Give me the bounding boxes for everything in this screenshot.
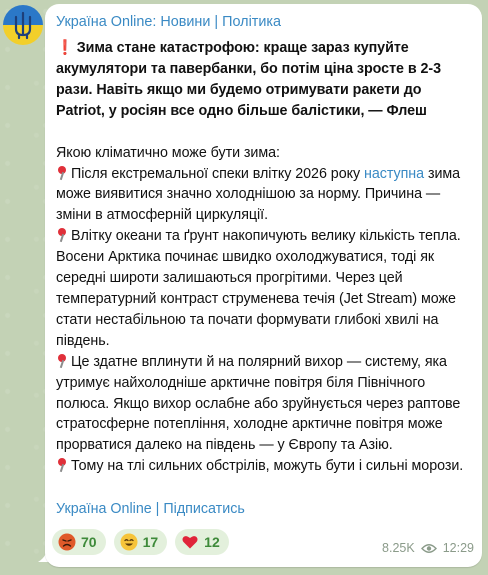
intro-text: Якою кліматично може бути зима: — [56, 144, 280, 161]
reactions-bar — [52, 529, 229, 555]
headline: ❗ Зима стане катастрофою: краще зараз купуйте акумулятори та павербанки, бо потім ціна зросте в 2-3 рази. Навіть якщо ми будемо отримувати ракети до Patriot, у росіян все одно більше балістики, — Флеш — [56, 40, 442, 119]
reaction-grinning[interactable]: 17 — [114, 529, 168, 555]
eye-icon — [421, 543, 437, 554]
angry-face-icon — [58, 533, 76, 551]
reaction-angry[interactable]: 70 — [52, 529, 106, 555]
inline-link[interactable]: наступна — [363, 165, 425, 182]
pushpin-icon — [56, 228, 68, 242]
paragraph-1: Після екстремальної спеки влітку 2026 року наступна зима може виявитися значно холоднішою за норму. Причина — зміни в атмосферній циркуляції. — [56, 165, 461, 224]
reaction-heart[interactable]: 12 — [175, 529, 229, 555]
message-text — [56, 38, 474, 477]
subscribe-link[interactable]: Україна Online | Підписатись — [56, 501, 245, 517]
message-bubble — [45, 4, 482, 567]
pushpin-icon — [56, 166, 68, 180]
grinning-face-icon — [120, 533, 138, 551]
channel-avatar[interactable] — [3, 5, 43, 45]
paragraph-3: Це здатне вплинути й на полярний вихор — систему, яка утримує найхолодніше арктичне повітря біля Північного полюса. Якщо вихор ослабне або зруйнується через раптове стратосферне потепління, холодне арктичне повітря може прорватися далеко на південь — у Європу та Азію. — [56, 353, 461, 454]
pushpin-icon — [56, 354, 68, 368]
exclamation-icon: ❗ — [56, 40, 74, 56]
message-meta — [382, 541, 474, 555]
trident-icon — [3, 5, 43, 45]
paragraph-2: Влітку океани та ґрунт накопичують велику кількість тепла. Восени Арктика починає швидко охолоджуватися, тоді як середні широти залишаються прогрітими. Через цей температурний контраст струменева течія (Jet Stream) може стати нестабільною та почати формувати глибокі хвилі на південь. — [56, 228, 461, 349]
paragraph-4: Тому на тлі сильних обстрілів, можуть бути і сильні морози. — [56, 456, 474, 477]
pushpin-icon — [56, 458, 68, 472]
message-time: 12:29 — [442, 541, 474, 555]
view-count: 8.25K — [382, 541, 415, 555]
red-heart-icon — [181, 533, 199, 551]
channel-name[interactable]: Україна Online: Новини | Політика — [56, 14, 282, 30]
